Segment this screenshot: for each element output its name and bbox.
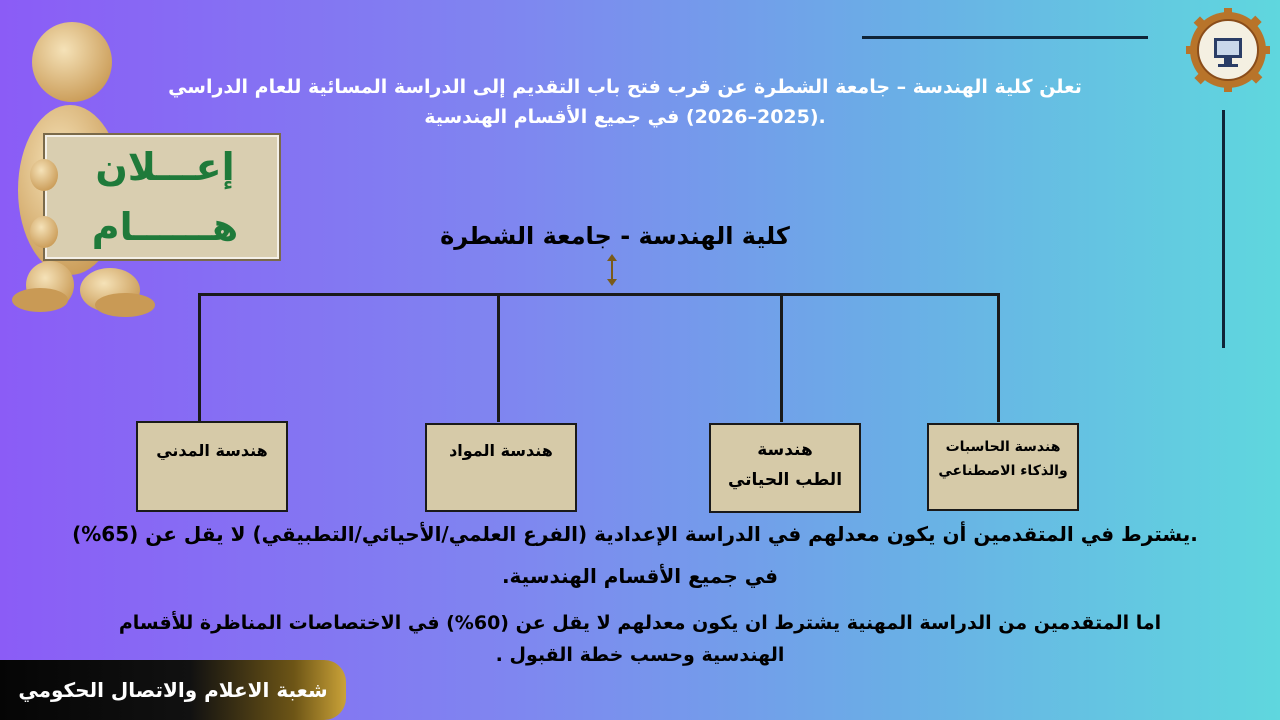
sign-text-announcement: إعـــلان [95, 145, 235, 189]
condition-vocational-line-2: الهندسية وحسب خطة القبول . [495, 644, 785, 666]
top-divider-line [862, 36, 1148, 39]
double-arrow-icon [604, 254, 620, 286]
college-logo-icon [1186, 8, 1270, 92]
condition-all-departments: في جميع الأقسام الهندسية. [501, 564, 779, 588]
department-label: الطب الحياتي [727, 470, 843, 490]
department-label: هندسة المواد [449, 441, 553, 460]
department-box-computer-ai [927, 423, 1079, 511]
condition-vocational-line-1: اما المتقدمين من الدراسة المهنية يشترط ان يكون معدلهم لا يقل عن (60%) في الاختصاصات المناظرة للأقسام [118, 612, 1162, 634]
sign-text-important: هــــــام [91, 205, 239, 249]
org-chart-branch-line [198, 293, 201, 422]
org-chart-horizontal-line [198, 293, 1000, 296]
department-box-materials [425, 423, 577, 512]
intro-line-2: .(2025–2026) في جميع الأقسام الهندسية [424, 106, 826, 128]
footer-media-division-badge: شعبة الاعلام والاتصال الحكومي [0, 660, 346, 720]
org-chart-title: كلية الهندسة - جامعة الشطرة [440, 222, 790, 250]
intro-line-1: تعلن كلية الهندسة – جامعة الشطرة عن قرب فتح باب التقديم إلى الدراسة المسائية للعام الدراسي [168, 76, 1082, 98]
department-label: هندسة الحاسبات [945, 439, 1061, 455]
org-chart-branch-line [997, 293, 1000, 422]
department-label: هندسة المدني [156, 441, 268, 460]
org-chart-branch-line [497, 293, 500, 422]
announcement-figure [0, 0, 300, 330]
department-label: هندسة [757, 440, 813, 460]
side-divider-line [1222, 110, 1225, 348]
condition-preparatory: .يشترط في المتقدمين أن يكون معدلهم في الدراسة الإعدادية (الفرع العلمي/الأحيائي/التطبيقي) لا يقل عن (65%) [72, 522, 1198, 546]
department-box-civil [136, 421, 288, 512]
department-label: والذكاء الاصطناعي [938, 463, 1068, 479]
department-box-biomedical [709, 423, 861, 513]
org-chart-branch-line [780, 293, 783, 422]
